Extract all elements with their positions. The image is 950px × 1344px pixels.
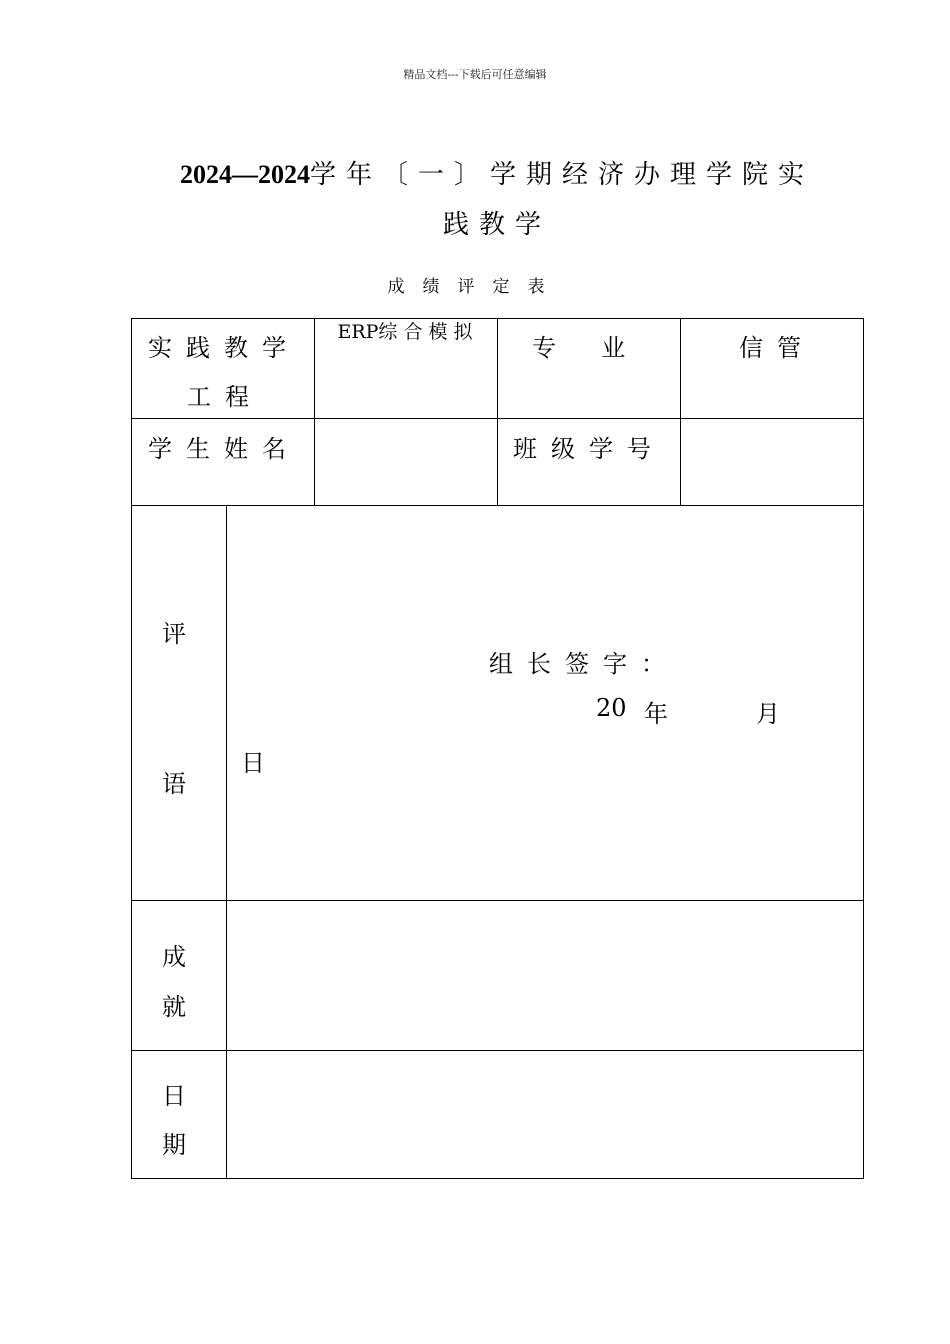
title-text-line1: 学年〔一〕学期经济办理学院实 (309, 160, 814, 190)
project-value: ERP综 合 模 拟 (337, 321, 473, 343)
date-year-label: 年 (644, 700, 668, 728)
major-value: 信管 (739, 334, 815, 362)
title-year-start: 2024 (179, 160, 232, 189)
date-day-label: 日 (241, 749, 265, 777)
grade-label-char2: 就 (162, 993, 186, 1021)
table-border-left (131, 318, 132, 1179)
student-name-label: 学生姓名 (148, 435, 300, 463)
date-year-prefix: 20 (596, 694, 627, 722)
comment-label-char2: 语 (162, 770, 186, 798)
table-row-divider (131, 900, 864, 901)
class-number-label: 班级学号 (513, 435, 665, 463)
table-col-divider (314, 318, 315, 506)
header-note: 精品文档---下载后可任意编辑 (403, 68, 547, 81)
table-row-divider (131, 1050, 864, 1051)
table-col-divider (680, 318, 681, 506)
title-text-line2: 践教学 (442, 210, 551, 240)
comment-label-char1: 评 (162, 620, 186, 648)
date-row-label-char2: 期 (162, 1131, 186, 1159)
table-col-divider (226, 505, 227, 1179)
date-month-label: 月 (756, 700, 780, 728)
title-dash: — (231, 160, 258, 189)
table-col-divider (497, 318, 498, 506)
table-border-bottom (131, 1178, 864, 1179)
major-label: 专 业 (532, 334, 636, 362)
grade-label-char1: 成 (162, 943, 186, 971)
leader-signature-label: 组长签字： (489, 650, 679, 678)
title-year-end: 2024 (257, 160, 310, 189)
project-label-line2: 工程 (187, 383, 263, 411)
document-subtitle: 成绩评定表 (387, 277, 563, 297)
document-title (130, 150, 864, 250)
table-border-right (863, 318, 864, 1179)
date-row-label-char1: 日 (162, 1082, 186, 1110)
project-label-line1: 实践教学 (148, 334, 300, 362)
